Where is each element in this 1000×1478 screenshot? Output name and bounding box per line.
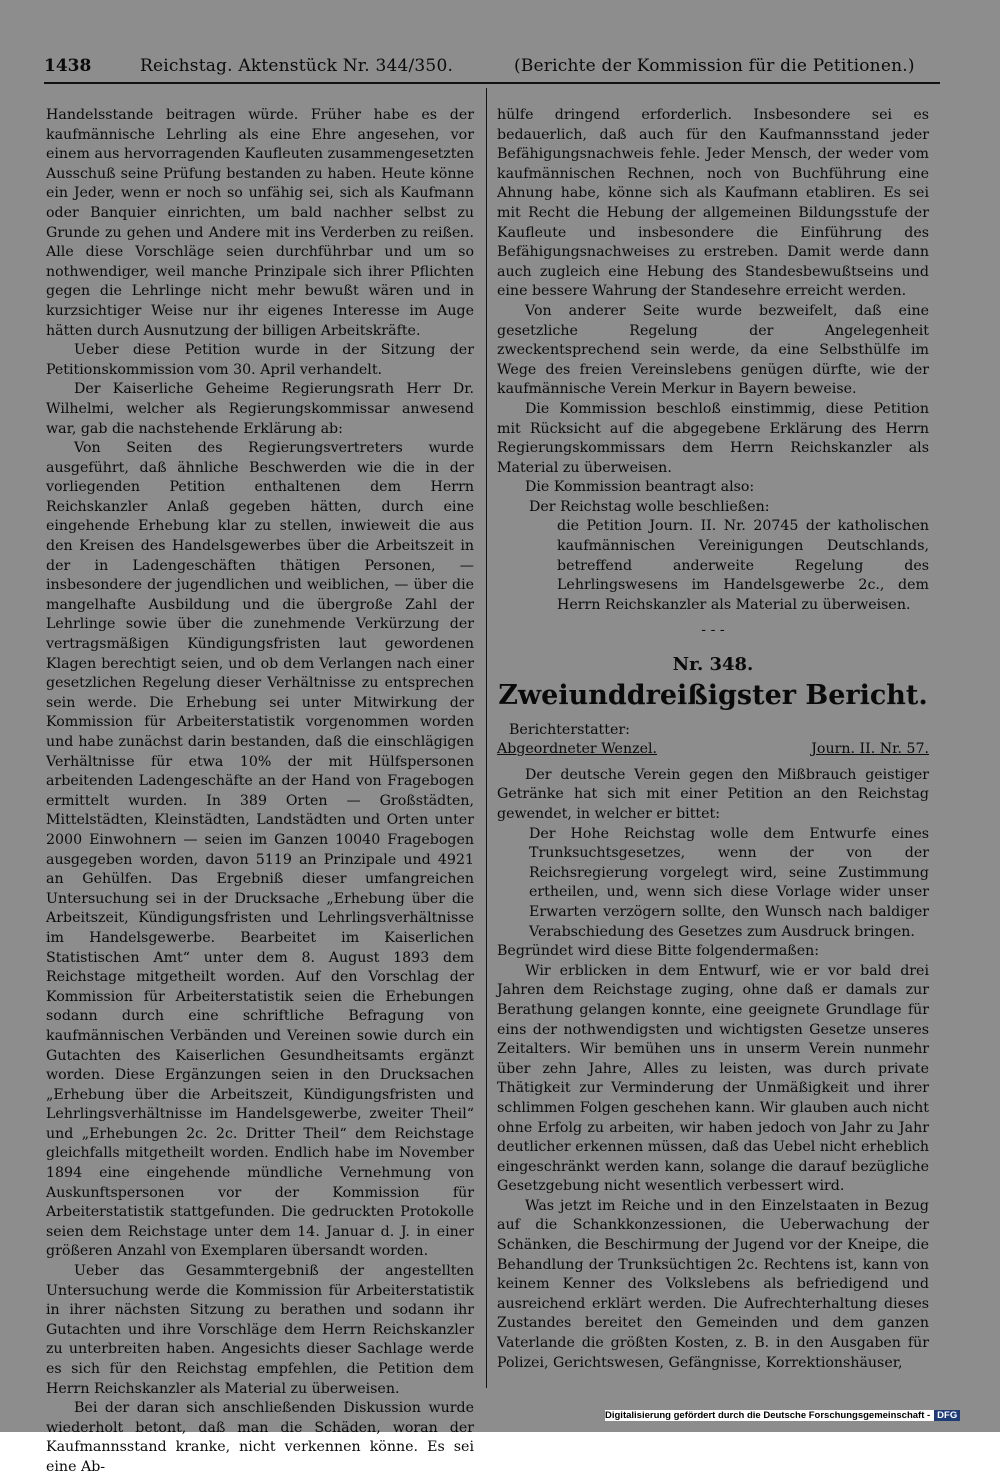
reporter-name: Abgeordneter Wenzel. [497, 741, 658, 758]
reporter-line [497, 740, 929, 760]
right-bottom-paragraph: Was jetzt im Reiche und in den Einzelstaaten in Bezug auf die Schankkonzessionen, die Ueberwachung der Schänken, die Beschirmung der Jugend vor der Kneipe, die Behandlung der Trunksüchtigen 2c. Rechtens ist, kann von keinem Kenner des Volkslebens als befriedigend und ausreichend erklärt werden. Die Aufrechterhaltung dieses Zustandes bereitet den Gemeinden und dem ganzen Vaterlande die größten Kosten, z. B. in den Ausgaben für Polizei, Gerichtswesen, Gefängnisse, Korrektionshäuser, [497, 1197, 929, 1371]
right-bottom-paragraph: Begründet wird diese Bitte folgendermaßen: [497, 943, 820, 960]
left-paragraph: Von Seiten des Regierungsvertreters wurde ausgeführt, daß ähnliche Beschwerden wie die in der vorliegenden Petition enthaltenen dem Herrn Reichskanzler Anlaß gegeben hätten, durch eine eingehende Erhebung klar zu stellen, inwieweit die aus den Kreisen des Handelsgewerbes über die Arbeitszeit in der in Ladengeschäften thätigen Personen, — insbesondere der jugendlichen und weiblichen, — über die mangelhafte Ausbildung und die übergroße Zahl der Lehrlinge sowie über die zunehmende Verkürzung der vertragsmäßigen Kündigungsfristen laut gewordenen Klagen berechtigt seien, und ob dem Verlangen nach einer gesetzlichen Regelung dieser Verhältnisse zu entsprechen sein werde. Die Erhebung sei unter Mitwirkung der Kommission für Arbeiterstatistik vorgenommen worden und habe zunächst darin bestanden, daß die einschlägigen Verhältnisse für etwa 10% der mit Hülfspersonen arbeitenden Ladengeschäfte an der Hand von Fragebogen ermittelt wurden. In 389 Orten — Großstädten, Mittelstädten, Kleinstädten, Landstädten und Orten unter 2000 Einwohnern — seien im Ganzen 10040 Fragebogen ausgegeben worden, davon 5119 an Prinzipale und 4921 an Gehülfen. Das Ergebniß dieser umfangreichen Untersuchung sei in der Drucksache „Erhebung über die Arbeitszeit, Kündigungsfristen und Lehrlingsverhältnisse im Handelsgewerbe. Bearbeitet im Kaiserlichen Statistischen Amt“ unter dem 8. August 1893 dem Reichstage mitgetheilt worden. Auf den Vorschlag der Kommission für Arbeiterstatistik seien die Erhebungen sodann durch eine schriftliche Befragung von kaufmännischen Verbänden und Vereinen sowie durch ein Gutachten des Kaiserlichen Gesundheitsamts ergänzt worden. Diese Ergänzungen seien in den Drucksachen „Erhebung über die Arbeitszeit, Kündigungsfristen und Lehrlingsverhältnisse im Handelsgewerbe, zweiter Theil“ und „Erhebungen 2c. 2c. Dritter Theil“ dem Reichstage gleichfalls mitgetheilt worden. Endlich habe im November 1894 eine eingehende mündliche Vernehmung von Auskunftspersonen vor der Kommission für Arbeiterstatistik stattgefunden. Die gedruckten Protokolle seien dem Reichstage unter dem 14. Januar d. J. in einer größeren Anzahl von Exemplaren übersandt worden. [46, 440, 474, 1260]
left-paragraph: Der Kaiserliche Geheime Regierungsrath Herr Dr. Wilhelmi, welcher als Regierungskommissar anwesend war, gab die nachstehende Erklärung ab: [46, 381, 474, 437]
left-column [46, 106, 474, 1478]
header-title: Reichstag. Aktenstück Nr. 344/350. [140, 56, 454, 76]
right-top-paragraph: Die Kommission beschloß einstimmig, diese Petition mit Rücksicht auf die abgegebene Erklärung des Herrn Regierungskommissars dem Herrn Reichskanzler als Material zu überweisen. [497, 400, 929, 476]
dfg-footer [605, 1410, 960, 1421]
right-top-paragraph: Der Reichstag wolle beschließen: [529, 498, 770, 515]
page-number: 1438 [44, 56, 92, 76]
right-top-paragraph: hülfe dringend erforderlich. Insbesondere sei es bedauerlich, daß auch für den Kaufmannsstand jeder Befähigungsnachweis fehle. Jeder Mensch, der weder vom kaufmännischen Rechnen, noch von Buchführung eine Ahnung habe, könne sich als Kaufmann etabliren. Es sei mit Recht die Hebung der allgemeinen Bildungsstufe der Kaufleute und insbesondere die Einführung des Befähigungsnachweises zu erstreben. Damit werde dann auch zugleich eine Hebung des Standesbewußtseins und eine bessere Wahrung der Standesehre erreicht werden. [497, 107, 929, 300]
right-bottom-paragraph: Der deutsche Verein gegen den Mißbrauch geistiger Getränke hat sich mit einer Petition an den Reichstag gewendet, in welcher er bittet: [497, 766, 929, 822]
right-column-bottom [497, 766, 929, 1373]
section-separator: - - - [701, 622, 725, 639]
left-paragraph: Ueber diese Petition wurde in der Sitzung der Petitionskommission vom 30. April verhandelt. [46, 342, 474, 378]
right-column [497, 106, 929, 1373]
right-bottom-paragraph: Wir erblicken in dem Entwurf, wie er vor bald drei Jahren dem Reichstage zuging, ohne daß er damals zur Berathung gelangen konnte, eine geeignete Grundlage für eins der nothwendigsten und wichtigsten Gesetze unseres Zeitalters. Wir bemühen uns in unserm Verein nunmehr über zehn Jahre, Alles zu leisten, was durch private Thätigkeit zur Verminderung der Unmäßigkeit und ihrer schlimmen Folgen geschehen kann. Wir glauben auch nicht ohne Erfolg zu arbeiten, wir haben jedoch von Jahr zu Jahr deutlicher erkennen müssen, daß das Uebel nicht erheblich eingeschränkt werden kann, solange die darauf bezügliche Gesetzgebung nicht wesentlich verbessert wird. [497, 962, 929, 1195]
right-bottom-paragraph: Der Hohe Reichstag wolle dem Entwurfe eines Trunksuchtsgesetzes, wenn der von der Reichsregierung vorgelegt wird, seine Zustimmung ertheilen, und, wenn sich diese Vorlage wider unser Erwarten verzögern sollte, den Wunsch nach baldiger Verabschiedung des Gesetzes zum Ausdruck bringen. [529, 825, 929, 940]
header-section: (Berichte der Kommission für die Petitionen.) [514, 56, 915, 76]
dfg-logo: DFG [934, 1410, 960, 1421]
left-paragraph: Bei der daran sich anschließenden Diskussion wurde wiederholt betont, daß man die Schäden, woran der Kaufmannsstand kranke, nicht verkennen könne. Es sei eine Ab- [46, 1400, 474, 1475]
page-header [44, 50, 944, 84]
report-number: Nr. 348. [672, 654, 754, 676]
right-top-paragraph: Die Kommission beantragt also: [525, 479, 755, 496]
column-divider [486, 88, 487, 1388]
right-top-paragraph: Von anderer Seite wurde bezweifelt, daß eine gesetzliche Regelung der Angelegenheit zweckentsprechend sein werde, da eine Selbsthülfe im Wege des freien Vereinslebens genügen dürfte, wie der kaufmännische Verein Merkur in Bayern beweise. [497, 302, 929, 398]
report-title: Zweiunddreißigster Bericht. [498, 679, 928, 711]
journal-number: Journ. II. Nr. 57. [811, 741, 929, 758]
right-column-top [497, 106, 929, 615]
left-paragraph: Ueber das Gesammtergebniß der angestellten Untersuchung werde die Kommission für Arbeiterstatistik in ihrer nächsten Sitzung zu berathen und sodann ihr Gutachten und ihre Vorschläge dem Herrn Reichskanzler zu unterbreiten haben. Angesichts dieser Sachlage werde es sich für den Reichstag empfehlen, die Petition dem Herrn Reichskanzler als Material zu überweisen. [46, 1263, 474, 1397]
header-rule [44, 82, 940, 84]
right-top-paragraph: die Petition Journ. II. Nr. 20745 der katholischen kaufmännischen Vereinigungen Deutschlands, betreffend anderweite Regelung des Lehrlingswesens im Handelsgewerbe 2c., dem Herrn Reichskanzler als Material zu überweisen. [557, 518, 929, 613]
left-paragraph: Handelsstande beitragen würde. Früher habe es der kaufmännische Lehrling als eine Ehre angesehen, vor einem aus hervorragenden Kaufleuten zusammengesetzten Ausschuß seine Prüfung bestanden zu haben. Heute könne ein Jeder, wenn er noch so unfähig sei, sich als Kaufmann oder Banquier einrichten, um bald nachher selbst zu Grunde zu gehen und Andere mit ins Verderben zu reißen. Alle diese Vorschläge seien durchführbar und um so nothwendiger, weil manche Prinzipale sich ihrer Pflichten gegen die Lehrlinge nicht mehr bewußt wären und in kurzsichtiger Weise nur ihr eigenes Interesse im Auge hätten durch Ausnutzung der billigen Arbeitskräfte. [46, 107, 474, 339]
reporter-label: Berichterstatter: [509, 721, 630, 738]
footer-text: Digitalisierung gefördert durch die Deutsche Forschungsgemeinschaft - [605, 1410, 931, 1421]
